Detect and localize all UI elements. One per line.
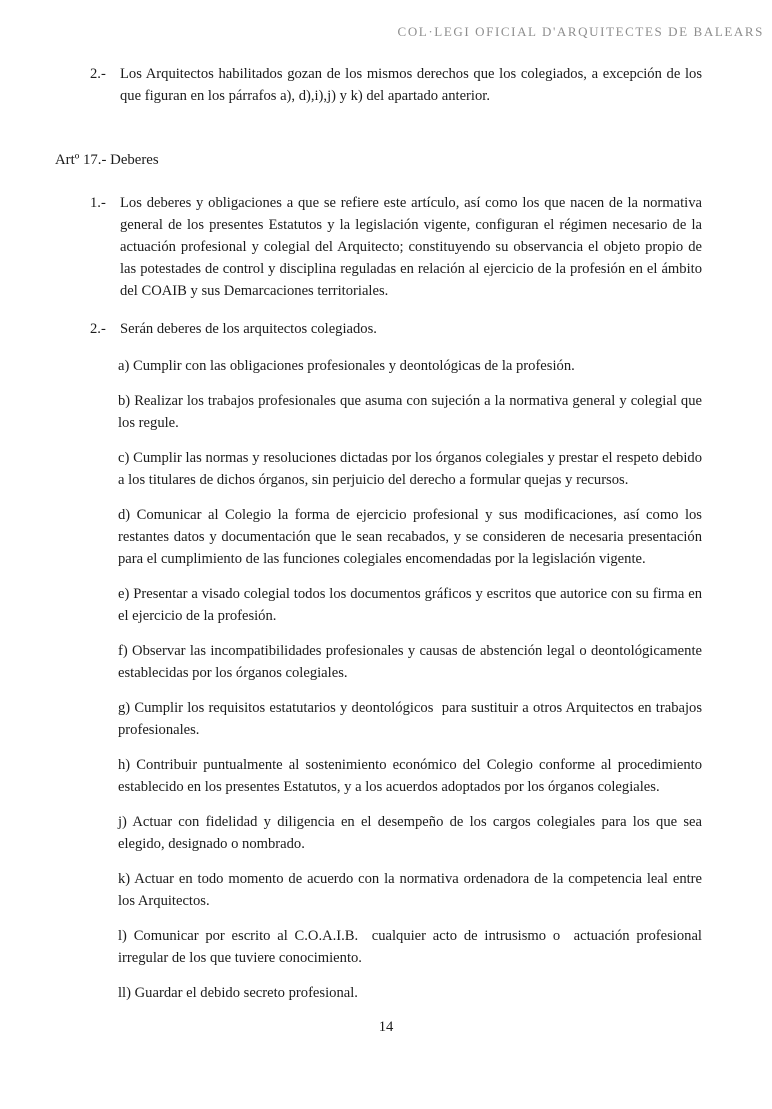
duty-item-d <box>118 504 706 570</box>
duty-item-ll <box>118 982 702 1004</box>
duty-text: Realizar los trabajos profesionales que asuma con sujeción a la normativa general y colegial que los regule. <box>118 393 706 431</box>
duty-letter: f) <box>118 643 128 659</box>
duty-letter: k) <box>118 871 131 887</box>
duty-text: Comunicar al Colegio la forma de ejercicio profesional y sus modificaciones, así como los restantes datos y documentación que le sean recabados, y se consideren de necesaria presentación para el cumplimiento de las funciones colegiales encomendadas por la legislación vigente. <box>118 507 706 567</box>
page-number: 14 <box>378 1019 394 1035</box>
duty-item-c <box>118 447 706 491</box>
duty-item-a <box>118 355 702 377</box>
duty-text: Actuar en todo momento de acuerdo con la normativa ordenadora de la competencia leal entre los Arquitectos. <box>118 871 706 909</box>
duty-letter: c) <box>118 450 130 466</box>
duties-list <box>55 355 706 1004</box>
duty-text: Cumplir los requisitos estatutarios y deontológicos para sustituir a otros Arquitectos en trabajos profesionales. <box>118 700 706 738</box>
duty-letter: e) <box>118 586 130 602</box>
duty-letter: j) <box>118 814 127 830</box>
duty-item-e <box>118 583 706 627</box>
paragraph-number: 2.- <box>90 321 106 337</box>
paragraph-article-1 <box>90 192 706 302</box>
duty-letter: g) <box>118 700 131 716</box>
duty-item-j <box>118 811 706 855</box>
paragraph-text: Los deberes y obligaciones a que se refiere este artículo, así como los que nacen de la normativa general de los presentes Estatutos y la legislación vigente, configuran el régimen necesario de la actuación profesional y colegial del Arquitecto; constituyendo su observancia el objeto propio de las potestades de control y disciplina reguladas en relación al ejercicio de la profesión en el ámbito del COAIB y sus Demarcaciones territoriales. <box>120 195 706 299</box>
duty-letter: a) <box>118 358 130 374</box>
duty-text: Cumplir con las obligaciones profesionales y deontológicas de la profesión. <box>133 358 575 374</box>
duty-text: Presentar a visado colegial todos los documentos gráficos y escritos que autorice con su firma en el ejercicio de la profesión. <box>118 586 706 624</box>
paragraph-text: Serán deberes de los arquitectos colegiados. <box>120 321 377 337</box>
duty-text: Guardar el debido secreto profesional. <box>134 985 358 1001</box>
paragraph-number: 1.- <box>90 195 106 211</box>
duty-letter: b) <box>118 393 131 409</box>
duty-item-h <box>118 754 706 798</box>
duty-text: Observar las incompatibilidades profesionales y causas de abstención legal o deontológicamente establecidas por los órganos colegiales. <box>118 643 706 681</box>
letterhead-title: COL·LEGI OFICIAL D'ARQUITECTES DE BALEARS <box>397 24 764 39</box>
duty-text: Cumplir las normas y resoluciones dictadas por los órganos colegiales y prestar el respeto debido a los titulares de dichos órganos, sin perjuicio del derecho a formular quejas y recursos. <box>118 450 706 488</box>
paragraph-text: Los Arquitectos habilitados gozan de los mismos derechos que los colegiados, a excepción de los que figuran en los párrafos a), d),i),j) y k) del apartado anterior. <box>120 66 706 104</box>
article-heading: Artº 17.- Deberes <box>55 152 159 168</box>
duty-item-g <box>118 697 706 741</box>
duty-letter: d) <box>118 507 131 523</box>
duty-letter: ll) <box>118 985 131 1001</box>
duty-item-f <box>118 640 706 684</box>
duty-text: Comunicar por escrito al C.O.A.I.B. cualquier acto de intrusismo o actuación profesional irregular de los que tuviere conocimiento. <box>118 928 706 966</box>
duty-letter: h) <box>118 757 131 773</box>
duty-item-b <box>118 390 706 434</box>
paragraph-number: 2.- <box>90 66 106 82</box>
duty-text: Actuar con fidelidad y diligencia en el desempeño de los cargos colegiales para los que sea elegido, designado o nombrado. <box>118 814 706 852</box>
document-content <box>0 63 772 1004</box>
paragraph-article-2 <box>90 318 702 340</box>
duty-letter: l) <box>118 928 127 944</box>
letterhead <box>0 0 772 40</box>
duty-item-l <box>118 925 706 969</box>
duty-text: Contribuir puntualmente al sostenimiento económico del Colegio conforme al procedimiento establecido en los presentes Estatutos, y a los acuerdos adoptados por los órganos colegiales. <box>118 757 706 795</box>
duty-item-k <box>118 868 706 912</box>
paragraph-intro <box>90 63 706 107</box>
